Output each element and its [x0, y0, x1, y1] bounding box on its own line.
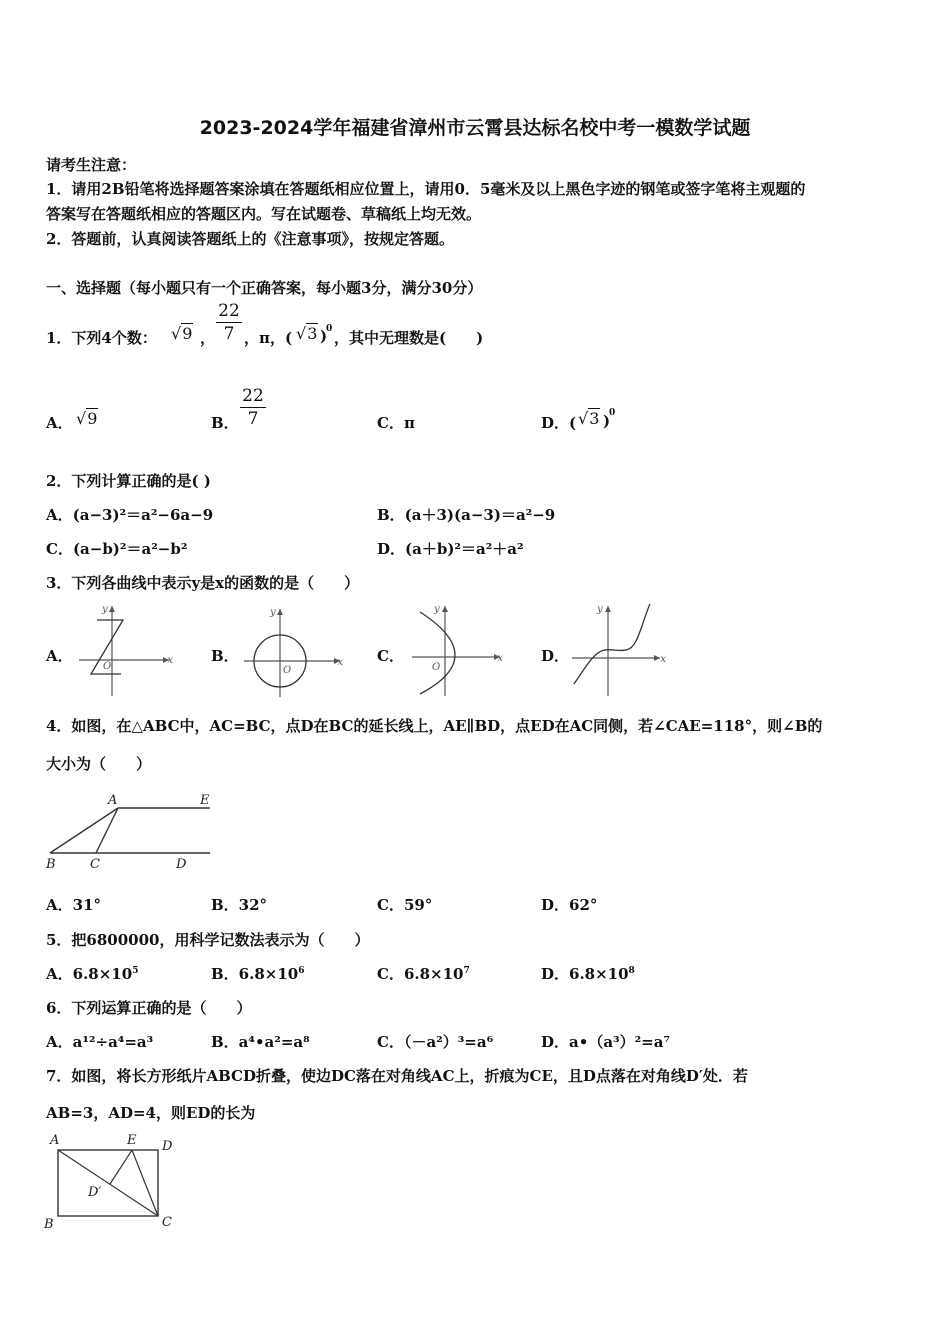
page-title: 2023-2024学年福建省漳州市云霄县达标名校中考一模数学试题	[199, 117, 751, 139]
q1-fraction: 22 7	[214, 301, 244, 344]
q1-sqrt3: √3	[296, 324, 318, 343]
q1-comma: ，	[200, 329, 216, 347]
origin-label: O	[432, 662, 441, 673]
q4-figure	[44, 788, 220, 872]
q1-option-d[interactable]: D．(	[541, 414, 577, 432]
q5-option-a[interactable]: A．$6.8\times 10^5$	[46, 965, 139, 983]
label-c: C	[90, 857, 100, 872]
label-d: D	[176, 857, 187, 872]
q3-graph-c	[408, 600, 504, 698]
q5-option-c[interactable]: C．$6.8\times 10^7$	[377, 965, 470, 983]
label-b: B	[44, 1217, 54, 1232]
q6-option-b[interactable]: B．a⁴•a²=a⁸	[211, 1033, 310, 1051]
y-axis-label: y	[270, 607, 276, 618]
q1-mid: ，π，(	[244, 329, 293, 347]
label-e: E	[200, 793, 210, 808]
q2-option-c[interactable]: C．(a−b)²＝a²−b²	[46, 540, 188, 558]
q1-option-d-close: )	[603, 412, 611, 430]
q4-stem-line-2: 大小为（ ）	[46, 755, 152, 773]
y-axis-label: y	[597, 604, 603, 615]
q6-option-c[interactable]: C．（－a²）³=a⁶	[377, 1033, 494, 1051]
origin-label: O	[283, 665, 292, 676]
notice-heading: 请考生注意：	[46, 156, 137, 174]
q1-prefix: 1．下列4个数：	[46, 329, 157, 347]
q5-option-b[interactable]: B．$6.8\times 10^6$	[211, 965, 305, 983]
q3-option-c[interactable]: C．	[377, 647, 404, 665]
q5-stem: 5．把6800000，用科学记数法表示为（ ）	[46, 931, 370, 949]
q1-option-a-value: √9	[76, 409, 98, 428]
label-d-prime: D′	[88, 1185, 102, 1200]
q3-option-a[interactable]: A．	[46, 647, 73, 665]
q1-exponent: 0	[326, 324, 333, 334]
notice-line-1b: 答案写在答题纸相应的答题区内。写在试题卷、草稿纸上均无效。	[46, 205, 482, 223]
q3-graph-b	[240, 603, 344, 699]
label-a: A	[50, 1133, 60, 1148]
radical-icon: √	[578, 409, 589, 428]
q1-close-paren: )	[320, 327, 328, 345]
notice-line-2: 2．答题前，认真阅读答题纸上的《注意事项》，按规定答题。	[46, 230, 454, 248]
q1-suffix: ，其中无理数是( )	[334, 329, 484, 347]
q7-stem-line-1: 7．如图，将长方形纸片ABCD折叠，使边DC落在对角线AC上，折痕为CE，且D点落在对角线D′处．若	[46, 1067, 748, 1085]
q2-option-a[interactable]: A．(a−3)²＝a²−6a−9	[46, 506, 214, 524]
q7-figure	[40, 1128, 190, 1234]
radical-icon: √	[76, 409, 87, 428]
label-a: A	[108, 793, 118, 808]
label-c: C	[162, 1215, 172, 1230]
q3-graph-d	[568, 600, 668, 698]
label-e: E	[127, 1133, 137, 1148]
q1-option-c[interactable]: C．π	[377, 414, 415, 432]
radical-icon: √	[171, 324, 182, 343]
q4-option-d[interactable]: D．62°	[541, 896, 598, 914]
q1-option-a[interactable]: A．	[46, 414, 73, 432]
q2-option-b[interactable]: B．(a＋3)(a−3)＝a²−9	[377, 506, 556, 524]
q3-graph-a	[75, 600, 175, 698]
q7-stem-line-2: AB=3，AD=4，则ED的长为	[46, 1104, 256, 1122]
y-axis-label: y	[102, 604, 108, 615]
origin-label: O	[103, 661, 112, 672]
x-axis-label: x	[167, 655, 173, 666]
q2-option-d[interactable]: D．(a＋b)²＝a²＋a²	[377, 540, 524, 558]
q3-option-d[interactable]: D．	[541, 647, 570, 665]
x-axis-label: x	[497, 653, 503, 664]
section-1-heading: 一、选择题（每小题只有一个正确答案，每小题3分，满分30分）	[46, 279, 483, 297]
q1-option-b-fraction: 22 7	[238, 386, 268, 429]
q5-option-d[interactable]: D．$6.8\times 10^8$	[541, 965, 635, 983]
radical-icon: √	[296, 324, 307, 343]
y-axis-label: y	[434, 604, 440, 615]
label-b: B	[46, 857, 56, 872]
q1-option-d-exponent: 0	[609, 408, 616, 418]
label-d: D	[162, 1139, 173, 1154]
q4-option-c[interactable]: C．59°	[377, 896, 433, 914]
q4-option-b[interactable]: B．32°	[211, 896, 268, 914]
q1-option-b[interactable]: B．	[211, 414, 239, 432]
q3-stem: 3．下列各曲线中表示y是x的函数的是（ ）	[46, 574, 360, 592]
q6-option-d[interactable]: D．a•（a³）²=a⁷	[541, 1033, 671, 1051]
x-axis-label: x	[660, 654, 666, 665]
q3-option-b[interactable]: B．	[211, 647, 239, 665]
q6-stem: 6．下列运算正确的是（ ）	[46, 999, 252, 1017]
q1-option-d-value: √3	[578, 409, 600, 428]
x-axis-label: x	[337, 657, 343, 668]
q2-stem: 2．下列计算正确的是( )	[46, 472, 211, 490]
notice-line-1: 1．请用2B铅笔将选择题答案涂填在答题纸相应位置上，请用0．5毫米及以上黑色字迹的钢笔或签字笔将主观题的	[46, 180, 806, 198]
q4-stem-line-1: 4．如图，在△ABC中，AC=BC，点D在BC的延长线上，AE∥BD，点ED在AC同侧，若∠CAE=118°，则∠B的	[46, 717, 823, 735]
q1-sqrt9: √9	[171, 324, 193, 343]
q6-option-a[interactable]: A．a¹²÷a⁴=a³	[46, 1033, 154, 1051]
q4-option-a[interactable]: A．31°	[46, 896, 102, 914]
